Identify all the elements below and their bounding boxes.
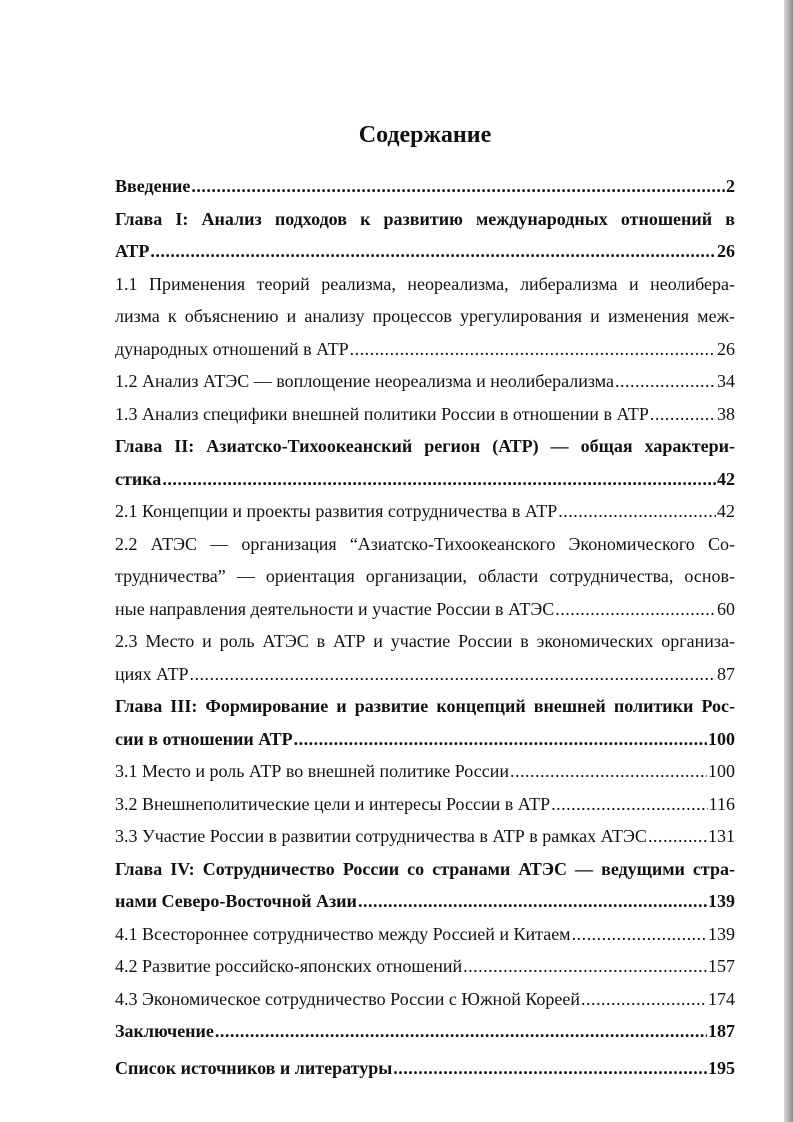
toc-entry-text: Список источников и литературы — [115, 1057, 393, 1078]
toc-entry-text: дународных отношений в АТР — [115, 338, 349, 359]
toc-page-number: 131 — [708, 826, 735, 846]
toc-section-1-1-line-1[interactable]: 1.1 Применения теорий реализма, неореализма, либерализма и неолибера- — [115, 273, 735, 294]
leader-dots — [555, 593, 716, 626]
toc-page-number: 195 — [708, 1057, 735, 1078]
toc-page-number: 139 — [708, 923, 735, 944]
toc-entry-text: 1.3 Анализ специфики внешней политики России в отношении в АТР — [115, 403, 649, 424]
toc-entry-chapter-2[interactable] — [115, 463, 735, 496]
toc-entry-section-3-1[interactable] — [115, 755, 735, 788]
toc-entry-section-2-3[interactable] — [115, 658, 735, 691]
toc-page-number: 100 — [708, 761, 735, 781]
leader-dots — [572, 918, 707, 951]
leader-dots — [358, 885, 707, 918]
toc-page-number: 60 — [717, 598, 735, 619]
toc-page-number: 187 — [708, 1021, 735, 1041]
toc-entry-text: 4.1 Всестороннее сотрудничество между Россией и Китаем — [115, 923, 571, 944]
toc-entry-section-1-3[interactable] — [115, 398, 735, 431]
toc-entry-text: 1.2 Анализ АТЭС — воплощение неореализма и неолиберализма — [115, 371, 615, 391]
toc-entry-section-3-2[interactable] — [115, 788, 735, 821]
toc-entry-text: стика — [115, 468, 162, 489]
toc-chapter-4-title-line[interactable]: Глава IV: Сотрудничество России со странами АТЭС — ведущими стра- — [115, 858, 735, 879]
toc-entry-text: 2.1 Концепции и проекты развития сотрудничества в АТР — [115, 501, 558, 521]
toc-page-number: 2 — [726, 176, 735, 196]
leader-dots — [294, 723, 707, 756]
toc-entry-text: 4.2 Развитие российско-японских отношений — [115, 956, 463, 976]
leader-dots — [350, 333, 716, 366]
toc-entry-text: 3.3 Участие России в развитии сотрудничества в АТР в рамках АТЭС — [115, 826, 647, 846]
toc-entry-section-4-3[interactable] — [115, 983, 735, 1016]
toc-section-2-2-line-2[interactable]: трудничества” — ориентация организации, области сотрудничества, основ- — [115, 566, 735, 586]
toc-section-1-1-line-2[interactable]: лизма к объяснению и анализу процессов урегулирования и изменения меж- — [115, 306, 735, 326]
toc-entry-section-4-1[interactable] — [115, 918, 735, 951]
toc-entry-section-1-2[interactable] — [115, 365, 735, 398]
table-of-contents — [115, 170, 735, 1084]
leader-dots — [648, 820, 707, 853]
toc-entry-bibliography[interactable] — [115, 1052, 735, 1085]
toc-chapter-3-title-line[interactable]: Глава III: Формирование и развитие концепций внешней политики Рос- — [115, 696, 735, 716]
toc-page-number: 139 — [708, 891, 735, 911]
toc-page-number: 42 — [717, 501, 735, 521]
toc-entry-text: АТР — [115, 241, 150, 261]
toc-chapter-2-title-line[interactable]: Глава II: Азиатско-Тихоокеанский регион (АТР) — общая характери- — [115, 436, 735, 456]
toc-entry-chapter-1[interactable] — [115, 235, 735, 268]
leader-dots — [463, 950, 707, 983]
toc-page-number: 157 — [708, 956, 735, 976]
toc-entry-text: 4.3 Экономическое сотрудничество России с Южной Кореей — [115, 988, 581, 1009]
toc-page-number: 38 — [717, 403, 735, 424]
leader-dots — [558, 495, 716, 528]
leader-dots — [510, 755, 707, 788]
leader-dots — [162, 463, 716, 496]
toc-entry-text: Заключение — [115, 1021, 214, 1041]
leader-dots — [615, 365, 716, 398]
toc-entry-text: циях АТР — [115, 663, 189, 684]
toc-entry-section-1-1[interactable] — [115, 333, 735, 366]
toc-entry-introduction[interactable] — [115, 170, 735, 203]
leader-dots — [191, 170, 725, 203]
leader-dots — [581, 983, 707, 1016]
toc-entry-chapter-3[interactable] — [115, 723, 735, 756]
toc-page-number: 34 — [717, 371, 735, 391]
toc-page-number: 26 — [717, 241, 735, 261]
toc-page-number: 100 — [708, 728, 735, 749]
toc-page-number: 174 — [708, 988, 735, 1009]
toc-section-2-3-line-1[interactable]: 2.3 Место и роль АТЭС в АТР и участие России в экономических организа- — [115, 631, 735, 651]
toc-entry-text: 3.2 Внешнеполитические цели и интересы России в АТР — [115, 793, 551, 814]
toc-entry-text: 3.1 Место и роль АТР во внешней политике России — [115, 761, 509, 781]
leader-dots — [551, 788, 708, 821]
toc-entry-text: нами Северо-Восточной Азии — [115, 891, 357, 911]
toc-entry-section-3-3[interactable] — [115, 820, 735, 853]
toc-page-number: 26 — [717, 338, 735, 359]
leader-dots — [189, 658, 716, 691]
toc-page-number: 116 — [708, 793, 735, 814]
toc-entry-section-2-2[interactable] — [115, 593, 735, 626]
leader-dots — [215, 1015, 707, 1048]
toc-page-number: 87 — [717, 663, 735, 684]
leader-dots — [393, 1052, 707, 1085]
toc-entry-text: ные направления деятельности и участие России в АТЭС — [115, 598, 555, 619]
toc-entry-conclusion[interactable] — [115, 1015, 735, 1048]
leader-dots — [650, 398, 716, 431]
toc-section-2-2-line-1[interactable]: 2.2 АТЭС — организация “Азиатско-Тихоокеанского Экономического Со- — [115, 533, 735, 554]
toc-entry-section-4-2[interactable] — [115, 950, 735, 983]
toc-page-number: 42 — [717, 468, 735, 489]
toc-entry-text: сии в отношении АТР — [115, 728, 293, 749]
toc-entry-section-2-1[interactable] — [115, 495, 735, 528]
toc-entry-text: Введение — [115, 176, 191, 196]
toc-entry-chapter-4[interactable] — [115, 885, 735, 918]
leader-dots — [150, 235, 716, 268]
toc-chapter-1-title-line[interactable]: Глава I: Анализ подходов к развитию международных отношений в — [115, 208, 735, 229]
scan-edge — [784, 0, 793, 1122]
page-title: Содержание — [358, 122, 492, 148]
